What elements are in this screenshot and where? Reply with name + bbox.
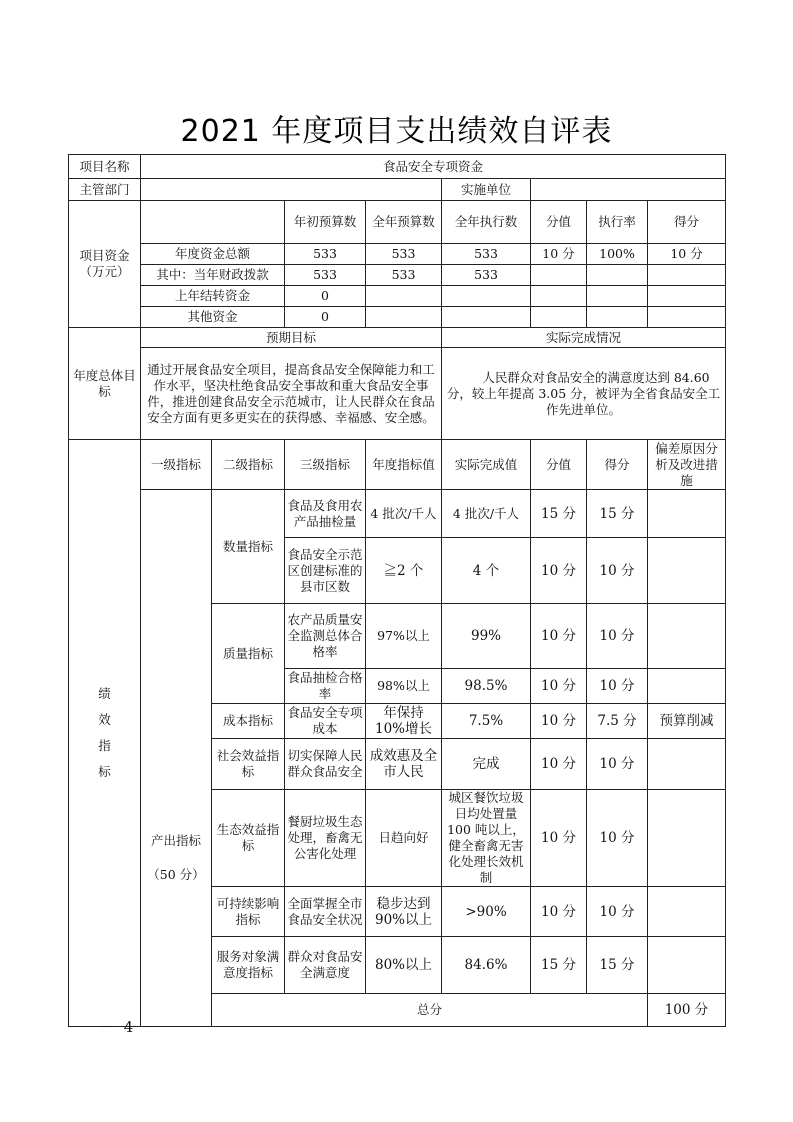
indicator-level3: 食品安全示范区创建标准的县市区数 <box>285 538 366 604</box>
header-score: 得分 <box>587 440 648 490</box>
header-level3: 三级指标 <box>285 440 366 490</box>
fund-score-value <box>531 286 587 307</box>
level2-quantity: 数量指标 <box>212 490 285 604</box>
indicator-actual: 4 批次/千人 <box>442 490 531 538</box>
indicator-score: 15 分 <box>587 937 648 994</box>
indicators-label-char: 绩 <box>98 686 111 701</box>
indicator-level3: 农产品质量安全监测总体合格率 <box>285 604 366 669</box>
indicator-deviation <box>648 790 726 887</box>
funds-row-other <box>69 307 726 328</box>
goals-actual-text: 人民群众对食品安全的满意度达到 84.60 分，较上年提高 3.05 分，被评为全省食品安全工作先进单位。 <box>442 348 726 440</box>
goals-actual-header: 实际完成情况 <box>442 328 726 348</box>
indicator-level3: 食品及食用农产品抽检量 <box>285 490 366 538</box>
indicator-level3: 食品安全专项成本 <box>285 704 366 739</box>
header-actual-value: 实际完成值 <box>442 440 531 490</box>
header-annual-target: 年度指标值 <box>366 440 442 490</box>
level1-name: 产出指标 <box>150 833 201 848</box>
fund-budget <box>366 307 442 328</box>
indicator-score: 15 分 <box>587 490 648 538</box>
indicator-deviation <box>648 887 726 937</box>
indicators-label <box>69 440 141 1027</box>
indicator-score-value: 10 分 <box>531 887 587 937</box>
indicator-target: 成效惠及全市人民 <box>366 739 442 790</box>
fund-row-label: 年度资金总额 <box>141 244 285 265</box>
fund-score: 10 分 <box>648 244 726 265</box>
fund-budget: 533 <box>366 265 442 286</box>
fund-initial: 0 <box>285 307 366 328</box>
indicators-label-char: 指 <box>98 738 111 753</box>
indicator-score-value: 10 分 <box>531 704 587 739</box>
funds-label: 项目资金（万元） <box>69 201 141 328</box>
indicator-score-value: 10 分 <box>531 669 587 704</box>
fund-initial: 533 <box>285 244 366 265</box>
indicator-target: 年保持 10%增长 <box>366 704 442 739</box>
header-deviation: 偏差原因分析及改进措施 <box>648 440 726 490</box>
department-value <box>141 179 442 201</box>
funds-row-carryover <box>69 286 726 307</box>
indicator-score: 10 分 <box>587 604 648 669</box>
indicator-score: 10 分 <box>587 739 648 790</box>
fund-score <box>648 265 726 286</box>
funds-row-fiscal <box>69 265 726 286</box>
department-label: 主管部门 <box>69 179 141 201</box>
fund-score-value: 10 分 <box>531 244 587 265</box>
level2-cost: 成本指标 <box>212 704 285 739</box>
fund-score-value <box>531 307 587 328</box>
indicators-label-char: 标 <box>98 764 111 779</box>
indicator-deviation <box>648 739 726 790</box>
indicator-target: 4 批次/千人 <box>366 490 442 538</box>
indicator-row <box>69 490 726 538</box>
document-title: 2021 年度项目支出绩效自评表 <box>180 114 613 149</box>
indicator-deviation <box>648 604 726 669</box>
project-name-row <box>69 155 726 179</box>
indicator-score-value: 10 分 <box>531 604 587 669</box>
header-score-value: 分值 <box>531 201 587 244</box>
fund-executed <box>442 307 531 328</box>
level2-satisfaction: 服务对象满意度指标 <box>212 937 285 994</box>
fund-rate <box>587 286 648 307</box>
total-score-value: 100 分 <box>648 994 726 1027</box>
indicator-actual: >90% <box>442 887 531 937</box>
fund-score <box>648 307 726 328</box>
indicator-score-value: 10 分 <box>531 538 587 604</box>
indicator-level3: 群众对食品安全满意度 <box>285 937 366 994</box>
project-name-label: 项目名称 <box>69 155 141 179</box>
header-full-executed: 全年执行数 <box>442 201 531 244</box>
indicator-level3: 食品抽检合格率 <box>285 669 366 704</box>
indicator-score-value: 15 分 <box>531 490 587 538</box>
fund-budget: 533 <box>366 244 442 265</box>
level2-social: 社会效益指标 <box>212 739 285 790</box>
indicator-deviation <box>648 669 726 704</box>
fund-executed <box>442 286 531 307</box>
total-label: 总分 <box>212 994 648 1027</box>
indicator-deviation <box>648 490 726 538</box>
header-level1: 一级指标 <box>141 440 212 490</box>
indicator-level3: 全面掌握全市食品安全状况 <box>285 887 366 937</box>
indicator-target: 稳步达到 90%以上 <box>366 887 442 937</box>
fund-executed: 533 <box>442 244 531 265</box>
goals-label: 年度总体目标 <box>69 328 141 440</box>
department-row <box>69 179 726 201</box>
fund-row-label: 上年结转资金 <box>141 286 285 307</box>
indicator-target: 97%以上 <box>366 604 442 669</box>
indicator-level3: 切实保障人民群众食品安全 <box>285 739 366 790</box>
indicator-target: 98%以上 <box>366 669 442 704</box>
impl-unit-value <box>531 179 726 201</box>
header-score-value: 分值 <box>531 440 587 490</box>
fund-rate <box>587 265 648 286</box>
project-name-value: 食品安全专项资金 <box>141 155 726 179</box>
indicator-score: 7.5 分 <box>587 704 648 739</box>
indicator-target: 日趋向好 <box>366 790 442 887</box>
indicator-actual: 4 个 <box>442 538 531 604</box>
level2-sustainable: 可持续影响指标 <box>212 887 285 937</box>
indicator-score-value: 10 分 <box>531 790 587 887</box>
indicator-actual: 完成 <box>442 739 531 790</box>
indicator-target: ≧2 个 <box>366 538 442 604</box>
funds-header-row <box>69 201 726 244</box>
funds-header-blank <box>141 201 285 244</box>
indicator-actual: 7.5% <box>442 704 531 739</box>
indicator-score: 10 分 <box>587 538 648 604</box>
indicator-score: 10 分 <box>587 669 648 704</box>
indicator-actual: 84.6% <box>442 937 531 994</box>
indicators-label-char: 效 <box>98 712 111 727</box>
level1-output-cell <box>141 490 212 1027</box>
header-level2: 二级指标 <box>212 440 285 490</box>
indicator-score-value: 10 分 <box>531 739 587 790</box>
fund-row-label: 其中：当年财政拨款 <box>141 265 285 286</box>
indicator-score: 10 分 <box>587 790 648 887</box>
header-full-budget: 全年预算数 <box>366 201 442 244</box>
level2-ecological: 生态效益指标 <box>212 790 285 887</box>
indicator-level3: 餐厨垃圾生态处理，畜禽无公害化处理 <box>285 790 366 887</box>
header-score: 得分 <box>648 201 726 244</box>
header-initial-budget: 年初预算数 <box>285 201 366 244</box>
indicator-actual: 城区餐饮垃圾日均处置量 100 吨以上，健全畜禽无害化处理长效机制 <box>442 790 531 887</box>
impl-unit-label: 实施单位 <box>442 179 531 201</box>
goals-expected-header: 预期目标 <box>141 328 442 348</box>
header-exec-rate: 执行率 <box>587 201 648 244</box>
performance-table <box>68 154 726 1027</box>
fund-budget <box>366 286 442 307</box>
fund-rate: 100% <box>587 244 648 265</box>
level2-quality: 质量指标 <box>212 604 285 704</box>
goals-content-row <box>69 348 726 440</box>
level1-points: （50 分） <box>147 867 205 882</box>
fund-row-label: 其他资金 <box>141 307 285 328</box>
fund-rate <box>587 307 648 328</box>
indicator-deviation: 预算削减 <box>648 704 726 739</box>
indicator-score-value: 15 分 <box>531 937 587 994</box>
indicator-target: 80%以上 <box>366 937 442 994</box>
indicator-deviation <box>648 538 726 604</box>
fund-score-value <box>531 265 587 286</box>
goals-header-row <box>69 328 726 348</box>
fund-initial: 0 <box>285 286 366 307</box>
indicators-header-row <box>69 440 726 490</box>
fund-executed: 533 <box>442 265 531 286</box>
goals-expected-text: 通过开展食品安全项目，提高食品安全保障能力和工作水平，坚决杜绝食品安全事故和重大食品安全事件，推进创建食品安全示范城市，让人民群众在食品安全方面有更多更实在的获得感、幸福感、安全感。 <box>141 348 442 440</box>
indicator-actual: 99% <box>442 604 531 669</box>
fund-initial: 533 <box>285 265 366 286</box>
funds-row-total <box>69 244 726 265</box>
fund-score <box>648 286 726 307</box>
page-number: － 4 － <box>98 1018 163 1036</box>
indicator-actual: 98.5% <box>442 669 531 704</box>
indicator-deviation <box>648 937 726 994</box>
indicator-score: 10 分 <box>587 887 648 937</box>
